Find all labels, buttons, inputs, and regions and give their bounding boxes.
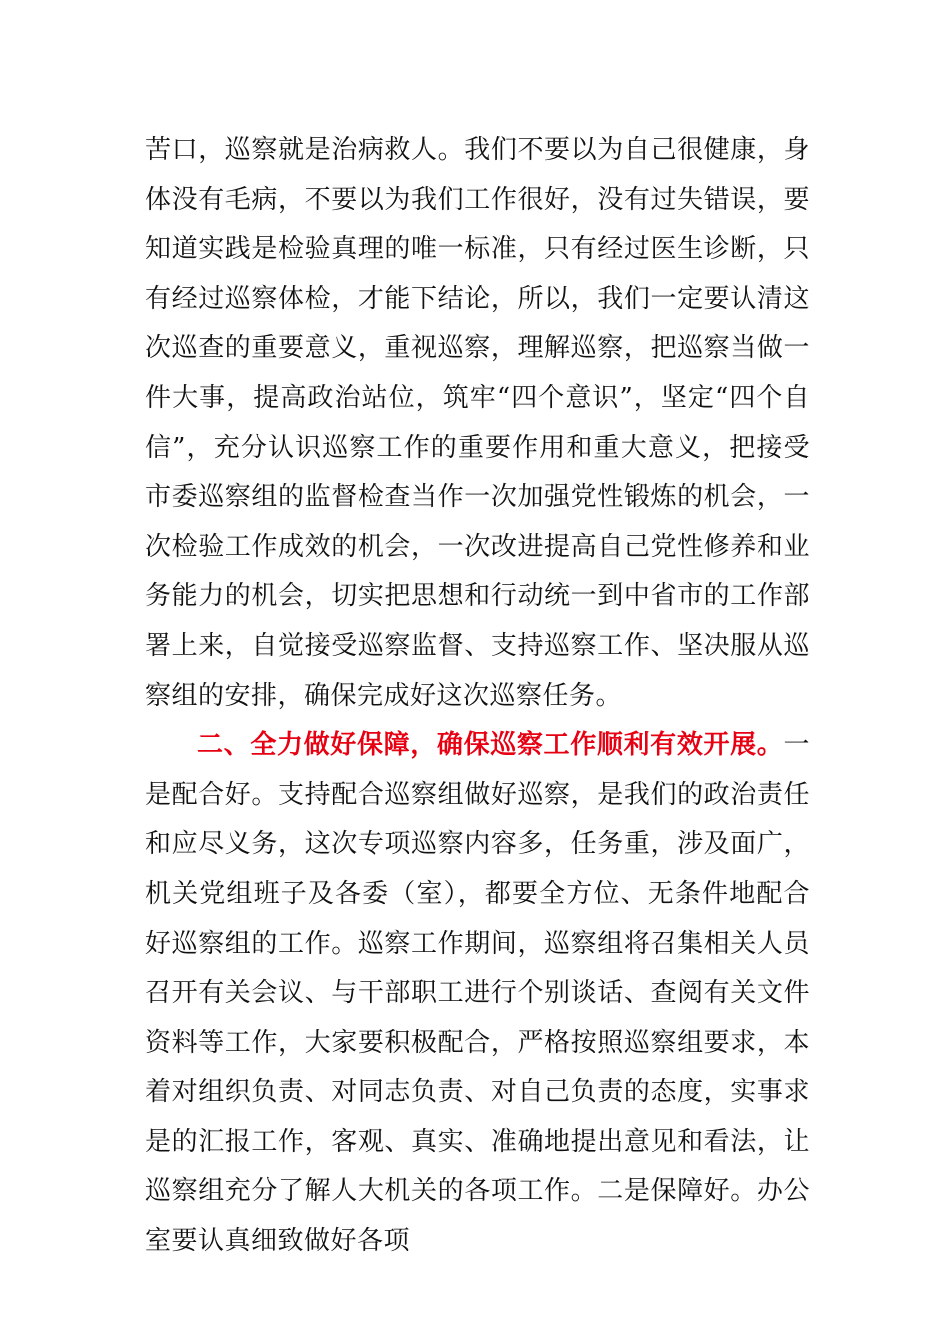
- paragraph-continued: 苦口，巡察就是治病救人。我们不要以为自己很健康，身体没有毛病，不要以为我们工作很好，没有过失错误，要知道实践是检验真理的唯一标准，只有经过医生诊断，只有经过巡察体检，才能下结论，所以，我们一定要认清这次巡查的重要意义，重视巡察，理解巡察，把巡察当做一件大事，提高政治站位，筑牢“四个意识”，坚定“四个自信”，充分认识巡察工作的重要作用和重大意义，把接受市委巡察组的监督检查当作一次加强党性锻炼的机会，一次检验工作成效的机会，一次改进提高自己党性修养和业务能力的机会，切实把思想和行动统一到中省市的工作部署上来，自觉接受巡察监督、支持巡察工作、坚决服从巡察组的安排，确保完成好这次巡察任务。: [145, 135, 810, 711]
- section-2-heading: 二、全力做好保障，确保巡察工作顺利有效开展。: [197, 730, 784, 761]
- document-body: [145, 126, 810, 1267]
- section-2-body: 一是配合好。支持配合巡察组做好巡察，是我们的政治责任和应尽义务，这次专项巡察内容多，任务重，涉及面广，机关党组班子及各委（室），都要全方位、无条件地配合好巡察组的工作。巡察工作期间，巡察组将召集相关人员召开有关会议、与干部职工进行个别谈话、查阅有关文件资料等工作，大家要积极配合，严格按照巡察组要求，本着对组织负责、对同志负责、对自己负责的态度，实事求是的汇报工作，客观、真实、准确地提出意见和看法，让巡察组充分了解人大机关的各项工作。二是保障好。办公室要认真细致做好各项: [145, 730, 810, 1257]
- paragraph-section-2: [145, 721, 810, 1267]
